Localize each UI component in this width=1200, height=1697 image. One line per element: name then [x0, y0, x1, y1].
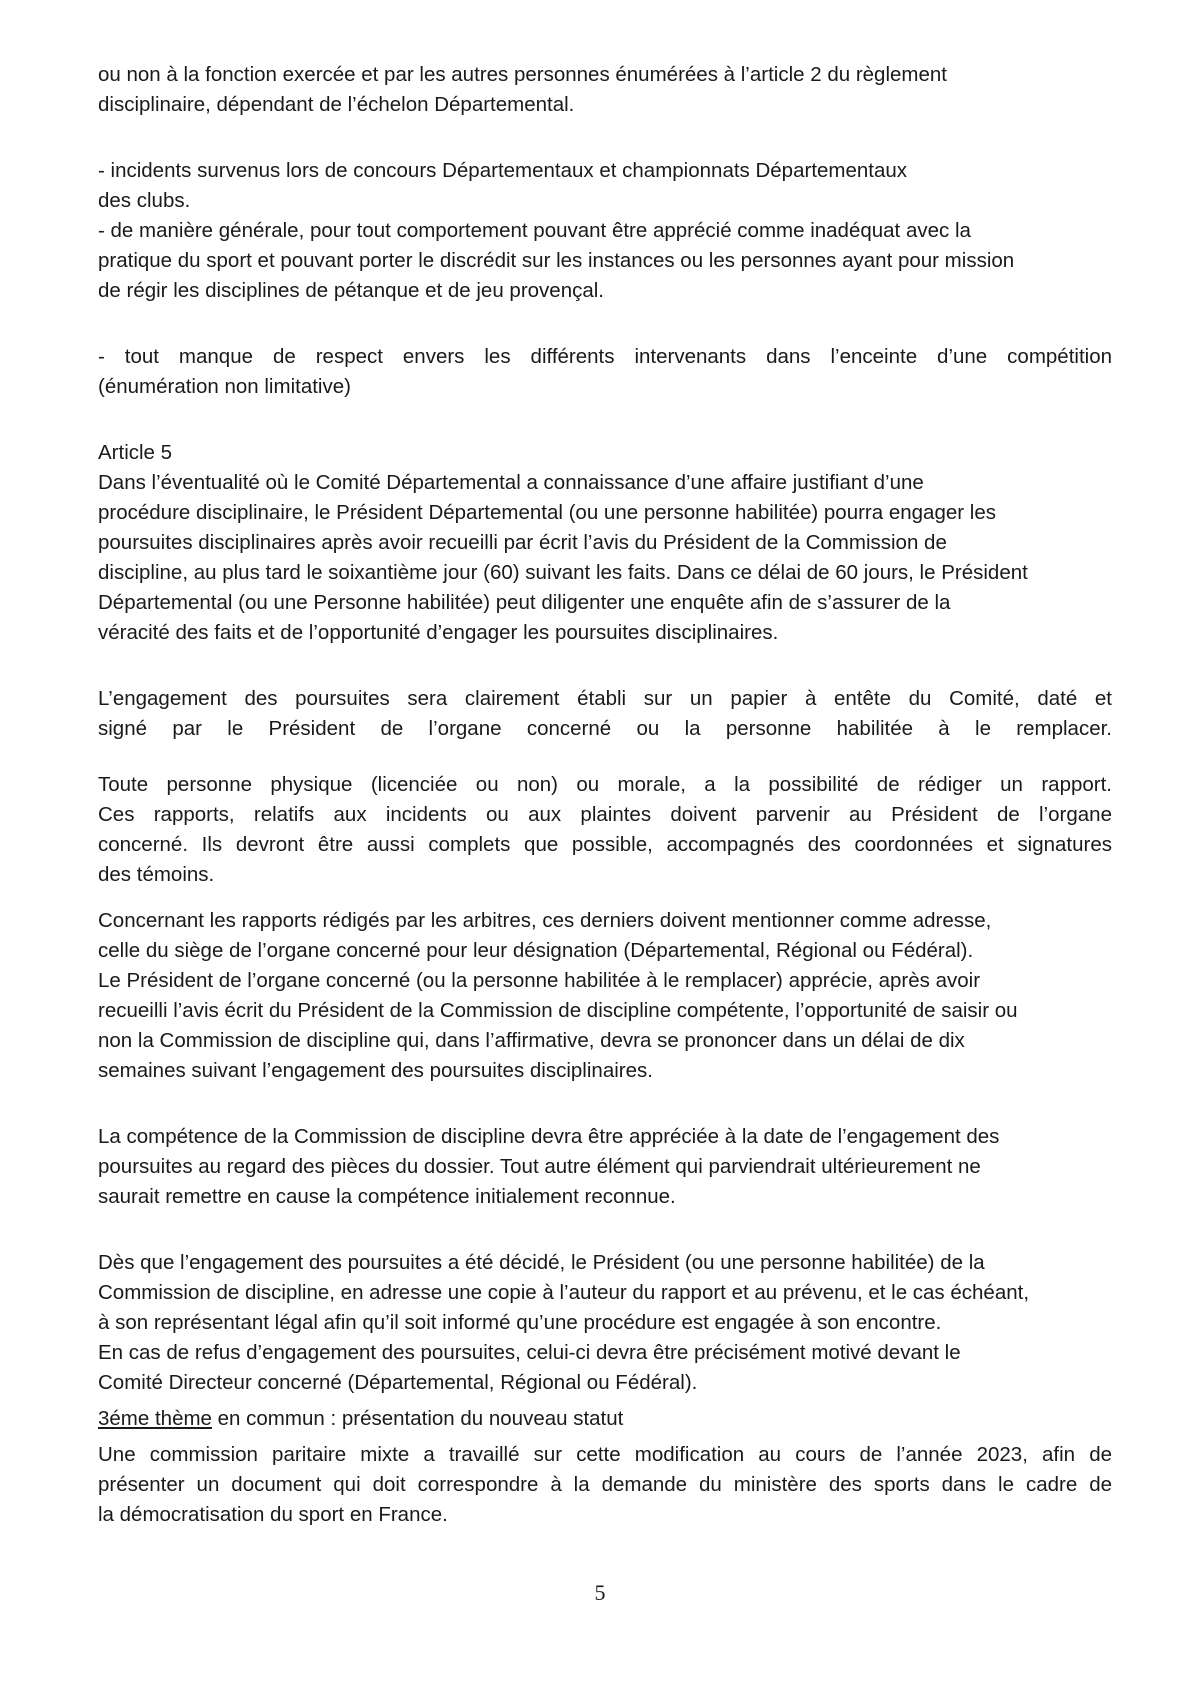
paragraph-competence — [98, 1122, 1112, 1212]
text-line: Comité Directeur concerné (Départemental, Régional ou Fédéral). — [98, 1371, 698, 1394]
text-line: Départemental (ou une Personne habilitée) peut diligenter une enquête afin de s’assurer de la — [98, 591, 951, 614]
text-line: celle du siège de l’organe concerné pour leur désignation (Départemental, Régional ou Fédéral). — [98, 939, 974, 962]
paragraph-decision — [98, 1248, 1112, 1398]
text-line: La compétence de la Commission de discipline devra être appréciée à la date de l’engagement des — [98, 1125, 1000, 1148]
text-line: Une commission paritaire mixte a travaillé sur cette modification au cours de l’année 2023, afin de — [98, 1443, 1112, 1466]
text-line: semaines suivant l’engagement des poursuites disciplinaires. — [98, 1059, 653, 1082]
article-heading: Article 5 — [98, 441, 173, 464]
text-line: - de manière générale, pour tout comportement pouvant être apprécié comme inadéquat avec la — [98, 219, 971, 242]
text-line: la démocratisation du sport en France. — [98, 1503, 448, 1526]
text-line: de régir les disciplines de pétanque et de jeu provençal. — [98, 279, 604, 302]
text-line: pratique du sport et pouvant porter le discrédit sur les instances ou les personnes ayant pour mission — [98, 249, 1015, 272]
paragraph-rapport — [98, 770, 1112, 890]
text-line: Concernant les rapports rédigés par les arbitres, ces derniers doivent mentionner comme adresse, — [98, 909, 992, 932]
text-line: - incidents survenus lors de concours Départementaux et championnats Départementaux — [98, 159, 908, 182]
text-line: poursuites au regard des pièces du dossier. Tout autre élément qui parviendrait ultérieurement ne — [98, 1155, 981, 1178]
paragraph-incidents — [98, 156, 1112, 306]
text-line: Le Président de l’organe concerné (ou la personne habilitée à le remplacer) apprécie, après avoir — [98, 969, 981, 992]
theme-3-heading — [98, 1404, 1112, 1434]
text-line: signé par le Président de l’organe concerné ou la personne habilitée à le remplacer. — [98, 717, 1112, 740]
paragraph-intro — [98, 60, 1112, 120]
text-line: non la Commission de discipline qui, dans l’affirmative, devra se prononcer dans un délai de dix — [98, 1029, 965, 1052]
text-line: (énumération non limitative) — [98, 375, 351, 398]
text-line: - tout manque de respect envers les différents intervenants dans l’enceinte d’une compétition — [98, 345, 1112, 368]
text-line: Ces rapports, relatifs aux incidents ou aux plaintes doivent parvenir au Président de l’organe — [98, 803, 1112, 826]
theme-3-label: 3éme thème — [98, 1407, 212, 1430]
text-line: Commission de discipline, en adresse une copie à l’auteur du rapport et au prévenu, et le cas échéant, — [98, 1281, 1030, 1304]
text-line: véracité des faits et de l’opportunité d’engager les poursuites disciplinaires. — [98, 621, 779, 644]
text-line: procédure disciplinaire, le Président Départemental (ou une personne habilitée) pourra engager les — [98, 501, 996, 524]
page-number: 5 — [594, 1580, 606, 1605]
text-line: Dès que l’engagement des poursuites a été décidé, le Président (ou une personne habilitée) de la — [98, 1251, 985, 1274]
text-line: recueilli l’avis écrit du Président de la Commission de discipline compétente, l’opportunité de saisir ou — [98, 999, 1018, 1022]
paragraph-engagement — [98, 684, 1112, 744]
text-line: présenter un document qui doit correspondre à la demande du ministère des sports dans le cadre de — [98, 1473, 1112, 1496]
paragraph-commission — [98, 1440, 1112, 1530]
text-line: disciplinaire, dépendant de l’échelon Départemental. — [98, 93, 575, 116]
text-line: des témoins. — [98, 863, 215, 886]
theme-3-title: en commun : présentation du nouveau statut — [211, 1407, 624, 1430]
text-line: concerné. Ils devront être aussi complets que possible, accompagnés des coordonnées et signatures — [98, 833, 1112, 856]
text-line: discipline, au plus tard le soixantième jour (60) suivant les faits. Dans ce délai de 60 jours, le Président — [98, 561, 1028, 584]
document-page — [98, 60, 1112, 1530]
text-line: En cas de refus d’engagement des poursuites, celui-ci devra être précisément motivé devant le — [98, 1341, 961, 1364]
text-line: poursuites disciplinaires après avoir recueilli par écrit l’avis du Président de la Commission de — [98, 531, 947, 554]
text-line: des clubs. — [98, 189, 191, 212]
text-line: ou non à la fonction exercée et par les autres personnes énumérées à l’article 2 du règlement — [98, 63, 947, 86]
article-5-section — [98, 438, 1112, 648]
text-line: à son représentant légal afin qu’il soit informé qu’une procédure est engagée à son encontre. — [98, 1311, 942, 1334]
paragraph-respect — [98, 342, 1112, 402]
text-line: saurait remettre en cause la compétence initialement reconnue. — [98, 1185, 676, 1208]
text-line: L’engagement des poursuites sera clairement établi sur un papier à entête du Comité, daté et — [98, 687, 1112, 710]
text-line: Toute personne physique (licenciée ou non) ou morale, a la possibilité de rédiger un rapport. — [98, 773, 1112, 796]
paragraph-arbitres — [98, 906, 1112, 1086]
text-line: Dans l’éventualité où le Comité Départemental a connaissance d’une affaire justifiant d’une — [98, 471, 924, 494]
